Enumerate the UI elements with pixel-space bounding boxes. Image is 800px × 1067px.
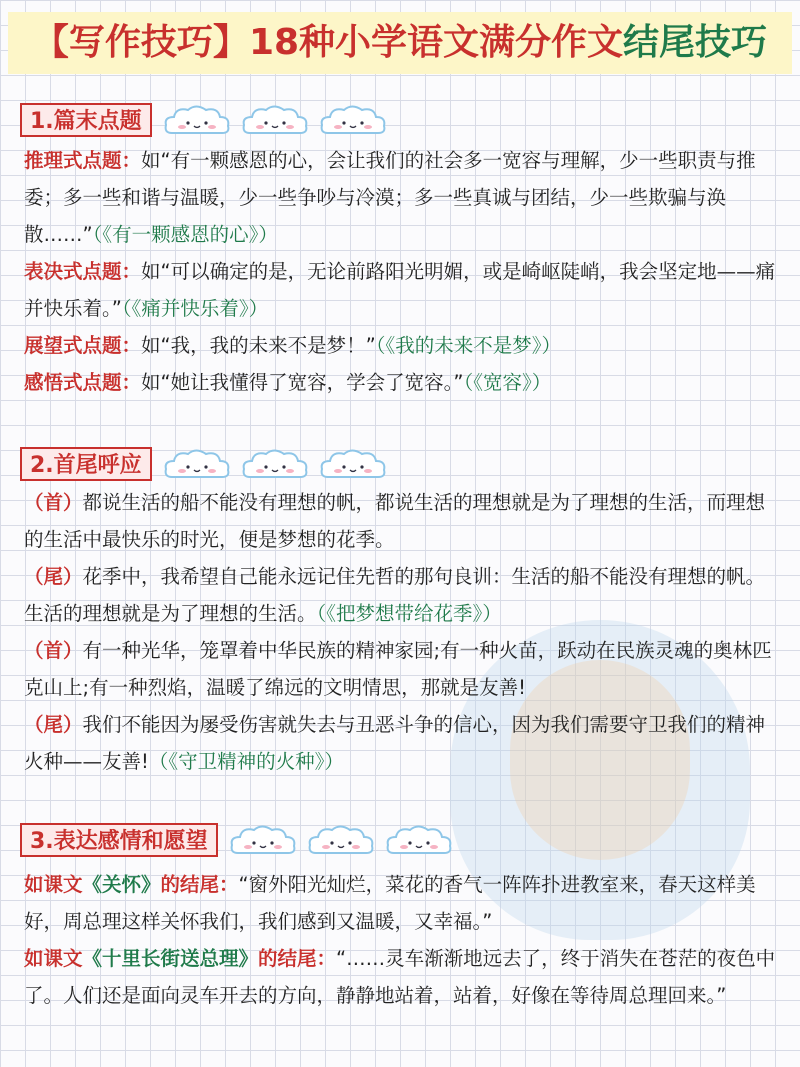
item-text: 花季中，我希望自己能永远记住先哲的那句良训：生活的船不能没有理想的帆。生活的理想就是为了理想的生活。 — [24, 565, 766, 625]
item-source: （《把梦想带给花季》） — [316, 602, 502, 625]
title-part-3: 结尾技巧 — [623, 22, 768, 63]
paragraph — [24, 484, 782, 558]
cloud-icon — [240, 103, 310, 137]
item-text: 如“我，我的未来不是梦！” — [141, 334, 376, 357]
cloud-icon — [318, 447, 388, 481]
section-1-heading — [20, 100, 388, 140]
item-text: 如“有一颗感恩的心，会让我们的社会多一宽容与理解，少一些职责与推委；多一些和谐与温暖，少一些争吵与冷漠；多一些真诚与团结，少一些欺骗与涣散……” — [24, 149, 756, 246]
item-source: （《痛并快乐着》） — [121, 297, 269, 320]
item-label-title: 《关怀》 — [82, 873, 161, 896]
title-part-1: 【写作技巧】 — [32, 22, 249, 63]
cloud-icon — [384, 823, 454, 857]
item-source: （《守卫精神的火种》） — [148, 750, 344, 773]
cloud-icon — [162, 447, 232, 481]
paragraph — [24, 327, 782, 364]
item-label: 表决式点题： — [24, 260, 142, 283]
cloud-decoration — [162, 447, 388, 481]
paragraph — [24, 253, 782, 327]
item-label-pre: 如课文 — [24, 947, 83, 970]
item-label: （尾） — [24, 713, 83, 736]
item-source: （《有一颗感恩的心》） — [92, 223, 278, 246]
item-text: “窗外阳光灿烂，菜花的香气一阵阵扑进教室来，春天这样美好，周总理这样关怀我们，我们感到又温暖，又幸福。” — [24, 873, 756, 933]
cloud-icon — [306, 823, 376, 857]
section-1-title: 1.篇末点题 — [20, 103, 152, 137]
paragraph — [24, 558, 782, 632]
item-source: （《宽容》） — [463, 371, 552, 394]
item-label: 推理式点题： — [24, 149, 142, 172]
item-text: “……灵车渐渐地远去了，终于消失在苍茫的夜色中了。人们还是面向灵车开去的方向，静静地站着，站着，好像在等待周总理回来。” — [24, 947, 776, 1007]
section-1-body — [24, 142, 782, 401]
section-3-title: 3.表达感情和愿望 — [20, 823, 218, 857]
item-text: 有一种光华，笼罩着中华民族的精神家园;有一种火苗，跃动在民族灵魂的奥林匹克山上;有一种烈焰，温暖了绵远的文明情思，那就是友善! — [24, 639, 772, 699]
cloud-icon — [318, 103, 388, 137]
section-3-body — [24, 866, 782, 1014]
section-2-heading — [20, 444, 388, 484]
section-2-title: 2.首尾呼应 — [20, 447, 152, 481]
item-label: （首） — [24, 639, 83, 662]
paragraph — [24, 706, 782, 780]
title-part-2: 18种小学语文满分作文 — [248, 22, 624, 63]
section-3-heading — [20, 820, 454, 860]
section-2-body — [24, 484, 782, 780]
paragraph — [24, 940, 782, 1014]
paragraph — [24, 632, 782, 706]
item-label: 展望式点题： — [24, 334, 142, 357]
item-label: （尾） — [24, 565, 83, 588]
item-text: 如“可以确定的是，无论前路阳光明媚，或是崎岖陡峭，我会坚定地——痛并快乐着。” — [24, 260, 776, 320]
item-text: 我们不能因为屡受伤害就失去与丑恶斗争的信心，因为我们需要守卫我们的精神火种——友善! — [24, 713, 766, 773]
cloud-icon — [228, 823, 298, 857]
item-source: （《我的未来不是梦》） — [375, 334, 561, 357]
paragraph — [24, 142, 782, 253]
cloud-decoration — [228, 823, 454, 857]
item-label-pre: 如课文 — [24, 873, 83, 896]
item-label: （首） — [24, 491, 83, 514]
cloud-decoration — [162, 103, 388, 137]
item-text: 如“她让我懂得了宽容，学会了宽容。” — [141, 371, 464, 394]
item-label-post: 的结尾： — [160, 873, 239, 896]
cloud-icon — [240, 447, 310, 481]
paragraph — [24, 866, 782, 940]
item-label: 感悟式点题： — [24, 371, 142, 394]
item-text: 都说生活的船不能没有理想的帆，都说生活的理想就是为了理想的生活，而理想的生活中最快乐的时光，便是梦想的花季。 — [24, 491, 766, 551]
cloud-icon — [162, 103, 232, 137]
item-label-post: 的结尾： — [258, 947, 337, 970]
item-label-title: 《十里长街送总理》 — [82, 947, 259, 970]
paragraph — [24, 364, 782, 401]
title-banner — [8, 12, 792, 74]
